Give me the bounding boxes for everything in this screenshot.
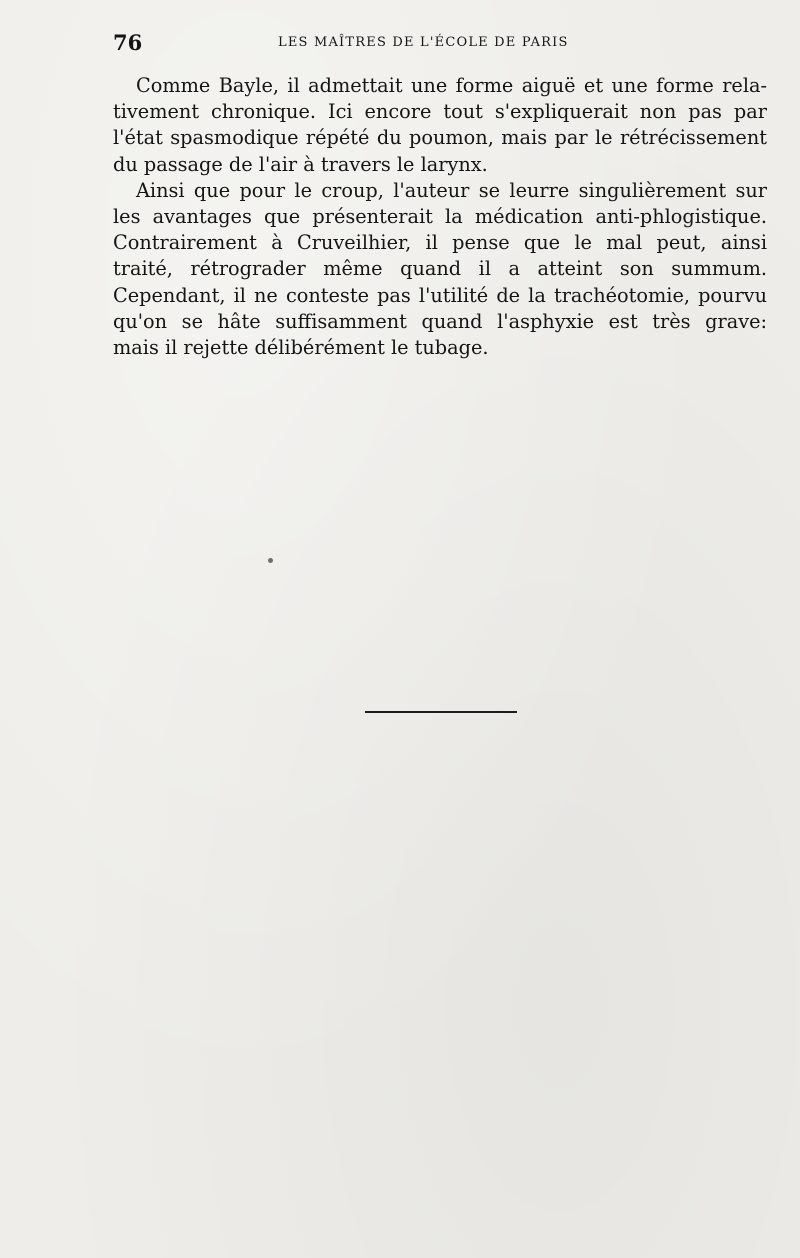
- ink-speck: [268, 558, 273, 563]
- text-line: Contrairement à Cruveilhier, il pense que le mal peut, ainsi: [113, 231, 767, 255]
- text-line: du passage de l'air à travers le larynx.: [113, 152, 488, 176]
- text-line: Cependant, il ne conteste pas l'utilité de la trachéotomie, pourvu: [113, 283, 767, 307]
- page-header: [113, 30, 767, 56]
- body-text: [113, 73, 767, 361]
- text-line: les avantages que présenterait la médication anti-phlogistique.: [113, 204, 767, 228]
- section-end-rule: [365, 711, 517, 713]
- text-line: Comme Bayle, il admettait une forme aiguë et une forme rela-: [136, 74, 767, 97]
- paragraph: [113, 73, 767, 178]
- text-line: tivement chronique. Ici encore tout s'expliquerait non pas par: [113, 100, 767, 124]
- text-line: traité, rétrograder même quand il a atteint son summum.: [113, 257, 767, 281]
- text-line: mais il rejette délibérément le tubage.: [113, 335, 489, 359]
- text-line: Ainsi que pour le croup, l'auteur se leurre singulièrement sur: [136, 178, 767, 202]
- text-line: qu'on se hâte suffisamment quand l'asphyxie est très grave:: [113, 309, 767, 333]
- running-title: LES MAÎTRES DE L'ÉCOLE DE PARIS: [278, 35, 569, 50]
- page-number: 76: [113, 30, 143, 55]
- text-line: l'état spasmodique répété du poumon, mais par le rétrécissement: [113, 126, 767, 150]
- paragraph: [113, 178, 767, 361]
